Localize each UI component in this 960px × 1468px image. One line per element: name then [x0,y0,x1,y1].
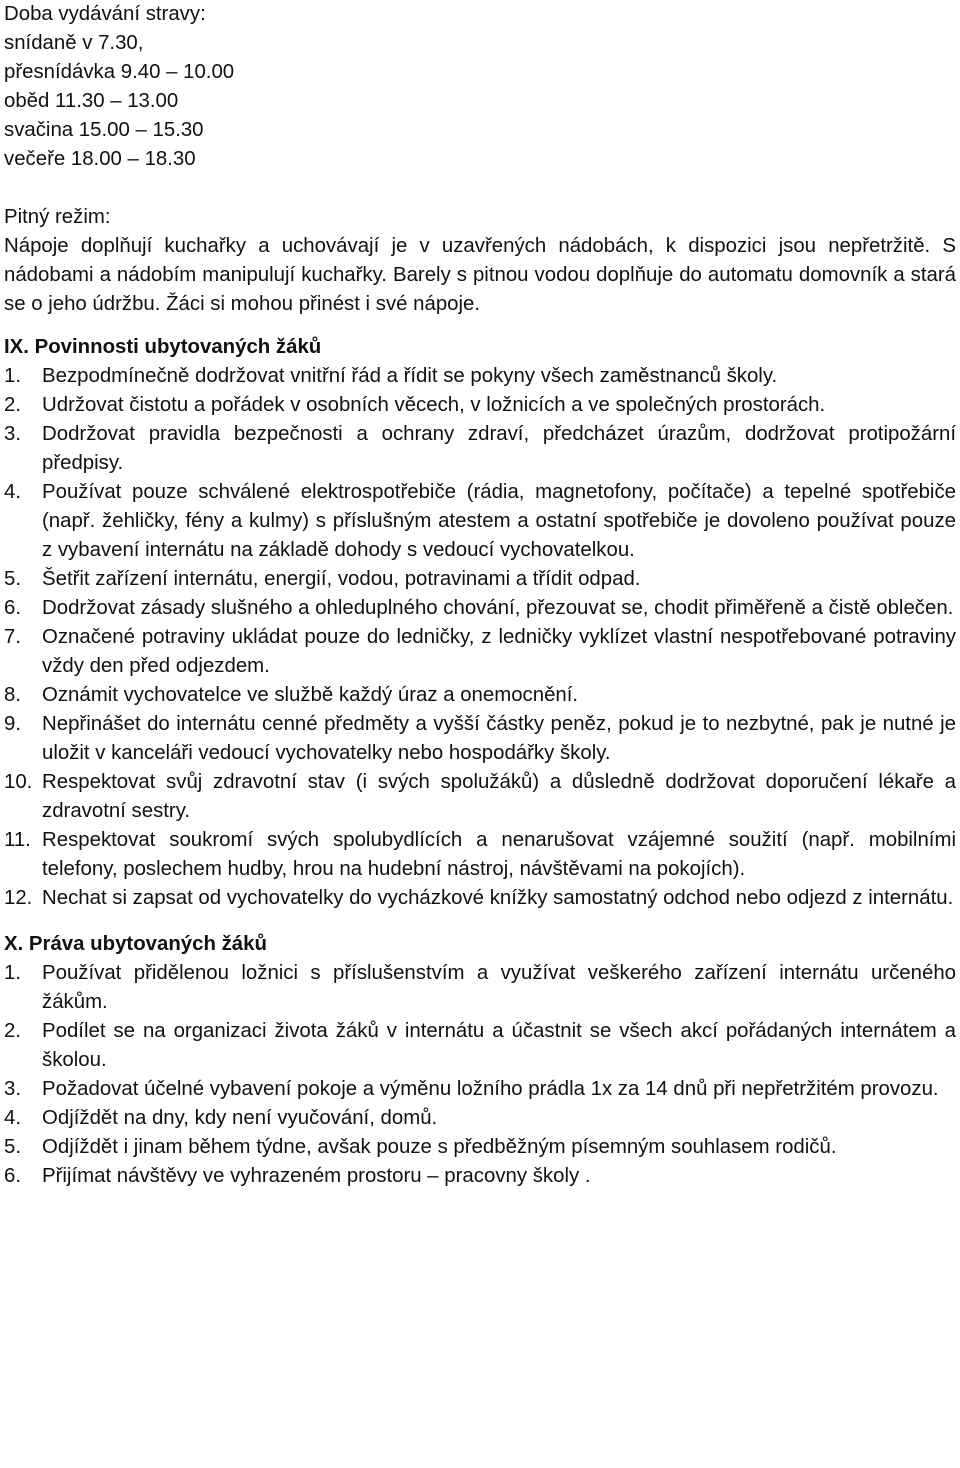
item-number: 8. [4,684,22,706]
item-number: 11. [4,829,31,851]
rights-heading: X. Práva ubytovaných žáků [4,933,267,955]
duties-section [4,333,956,913]
list-item [4,1104,956,1133]
meal-breakfast: snídaně v 7.30, [4,32,144,54]
spacer [4,913,956,930]
item-number: 6. [4,1165,22,1187]
item-text: Dodržovat pravidla bezpečnosti a ochrany zdraví, předcházet úrazům, dodržovat protipožární předpisy. [42,423,956,474]
list-item [4,826,956,884]
item-text: Požadovat účelné vybavení pokoje a výměnu ložního prádla 1x za 14 dnů při nepřetržitém provozu. [42,1078,939,1100]
item-number: 5. [4,1136,22,1158]
item-number: 4. [4,1107,22,1129]
item-text: Respektovat soukromí svých spolubydlících a nenarušovat vzájemné soužití (např. mobilními telefony, poslechem hudby, hrou na hudební nástroj, návštěvami na pokojích). [42,829,956,880]
item-text: Dodržovat zásady slušného a ohleduplného chování, přezouvat se, chodit přiměřeně a čistě oblečen. [42,597,954,619]
list-item [4,768,956,826]
item-number: 4. [4,481,22,503]
list-item [4,1075,956,1104]
item-number: 1. [4,962,22,984]
item-text: Označené potraviny ukládat pouze do ledničky, z ledničky vyklízet vlastní nespotřebované potraviny vždy den před odjezdem. [42,626,956,677]
rights-list [4,959,956,1191]
spacer [4,174,956,203]
item-text: Respektovat svůj zdravotní stav (i svých spolužáků) a důsledně dodržovat doporučení lékaře a zdravotní sestry. [42,771,956,822]
item-text: Udržovat čistotu a pořádek v osobních věcech, v ložnicích a ve společných prostorách. [42,394,826,416]
item-number: 9. [4,713,22,735]
list-item [4,1133,956,1162]
spacer [4,319,956,333]
list-item [4,681,956,710]
list-item [4,623,956,681]
drinking-section [4,203,956,319]
item-text: Nepřinášet do internátu cenné předměty a vyšší částky peněz, pokud je to nezbytné, pak je nutné je uložit v kanceláři vedoucí vychovatelky nebo hospodářky školy. [42,713,956,764]
item-number: 12. [4,887,33,909]
item-text: Používat přidělenou ložnici s příslušenstvím a využívat veškerého zařízení internátu určeného žákům. [42,962,956,1013]
list-item [4,884,956,913]
duties-list [4,362,956,913]
list-item [4,1017,956,1075]
list-item [4,420,956,478]
item-number: 10. [4,771,33,793]
item-text: Přijímat návštěvy ve vyhrazeném prostoru – pracovny školy . [42,1165,591,1187]
item-text: Odjíždět na dny, kdy není vyučování, domů. [42,1107,438,1129]
meals-section [4,0,956,174]
list-item [4,710,956,768]
item-text: Nechat si zapsat od vychovatelky do vycházkové knížky samostatný odchod nebo odjezd z internátu. [42,887,954,909]
item-number: 3. [4,1078,22,1100]
meal-snack-afternoon: svačina 15.00 – 15.30 [4,119,204,141]
meals-heading: Doba vydávání stravy: [4,3,206,25]
drinking-heading: Pitný režim: [4,206,111,228]
list-item [4,478,956,565]
list-item [4,565,956,594]
list-item [4,391,956,420]
item-number: 5. [4,568,22,590]
item-number: 3. [4,423,22,445]
item-number: 1. [4,365,22,387]
item-number: 2. [4,1020,22,1042]
item-number: 6. [4,597,22,619]
meal-dinner: večeře 18.00 – 18.30 [4,148,196,170]
item-number: 7. [4,626,22,648]
item-text: Používat pouze schválené elektrospotřebiče (rádia, magnetofony, počítače) a tepelné spotřebiče (např. žehličky, fény a kulmy) s příslušným atestem a ostatní spotřebiče je dovoleno používat pouze z vybavení internátu na základě dohody s vedoucí vychovatelkou. [42,481,956,561]
list-item [4,594,956,623]
item-text: Oznámit vychovatelce ve službě každý úraz a onemocnění. [42,684,579,706]
item-text: Odjíždět i jinam během týdne, avšak pouze s předběžným písemným souhlasem rodičů. [42,1136,837,1158]
drinking-text: Nápoje doplňují kuchařky a uchovávají je v uzavřených nádobách, k dispozici jsou nepřetržitě. S nádobami a nádobím manipulují kuchařky. Barely s pitnou vodou doplňuje do automatu domovník a stará se o jeho údržbu. Žáci si mohou přinést i své nápoje. [4,235,956,315]
item-text: Podílet se na organizaci života žáků v internátu a účastnit se všech akcí pořádaných internátem a školou. [42,1020,956,1071]
rights-section [4,930,956,1191]
item-number: 2. [4,394,22,416]
meal-snack-morning: přesnídávka 9.40 – 10.00 [4,61,235,83]
item-text: Šetřit zařízení internátu, energií, vodou, potravinami a třídit odpad. [42,568,641,590]
item-text: Bezpodmínečně dodržovat vnitřní řád a řídit se pokyny všech zaměstnanců školy. [42,365,778,387]
list-item [4,362,956,391]
meal-lunch: oběd 11.30 – 13.00 [4,90,179,112]
list-item [4,959,956,1017]
duties-heading: IX. Povinnosti ubytovaných žáků [4,336,322,358]
list-item [4,1162,956,1191]
